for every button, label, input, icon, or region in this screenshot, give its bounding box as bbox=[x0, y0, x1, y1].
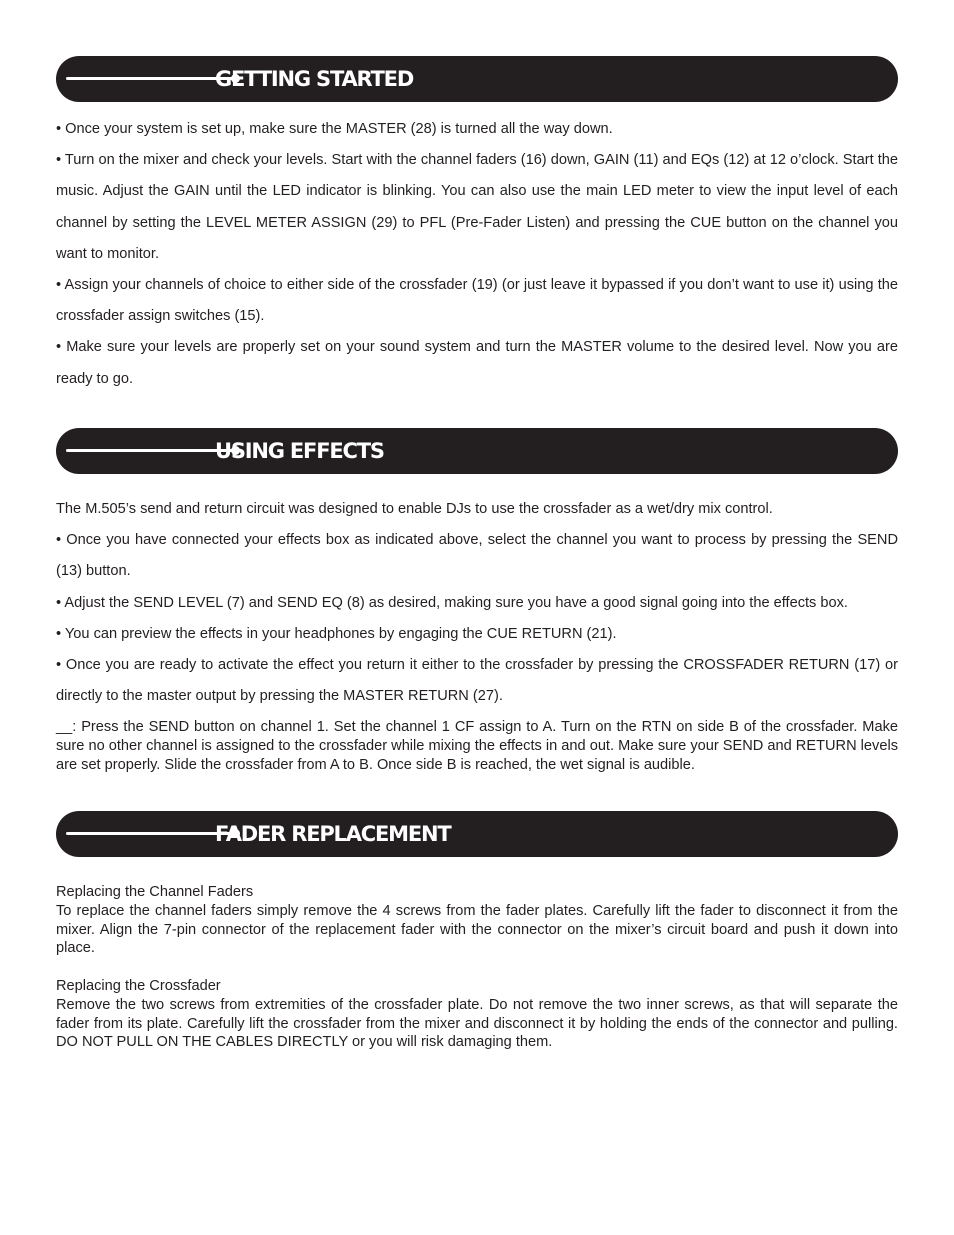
spacer bbox=[56, 958, 898, 977]
paragraph: • Once you are ready to activate the effect you return it either to the crossfader by pressing the CROSSFADER RETURN (17) or directly to the master output by pressing the MASTER RETURN (27). bbox=[56, 657, 898, 705]
fader-replacement-title: FADER REPLACEMENT bbox=[215, 822, 451, 846]
paragraph: The M.505’s send and return circuit was designed to enable DJs to use the crossfader as a wet/dry mix control. bbox=[56, 501, 773, 517]
paragraph: • Turn on the mixer and check your levels. Start with the channel faders (16) down, GAIN (11) and EQs (12) at 12 o’clock. Start the music. Adjust the GAIN until the LED indicator is blinking. You can also use the main LED meter to view the input level of each channel by setting the LEVEL METER ASSIGN (29) to PFL (Pre-Fader Listen) and pressing the CUE button on the channel you want to monitor. bbox=[56, 152, 898, 262]
banner-line-decoration bbox=[66, 832, 236, 835]
fader-replacement-banner bbox=[56, 811, 898, 857]
paragraph: • Make sure your levels are properly set on your sound system and turn the MASTER volume to the desired level. Now you are ready to go. bbox=[56, 339, 898, 387]
example-paragraph: __: Press the SEND button on channel 1. Set the channel 1 CF assign to A. Turn on the RTN on side B of the crossfader. Make sure no other channel is assigned to the crossfader while mixing the effects in and out. Make sure your SEND and RETURN levels are set properly. Slide the crossfader from A to B. Once side B is reached, the wet signal is audible. bbox=[56, 719, 898, 774]
getting-started-section bbox=[56, 114, 898, 395]
banner-line-decoration bbox=[66, 449, 236, 452]
paragraph: • Adjust the SEND LEVEL (7) and SEND EQ (8) as desired, making sure you have a good signal going into the effects box. bbox=[56, 594, 848, 611]
channel-faders-heading: Replacing the Channel Faders bbox=[56, 884, 254, 900]
paragraph: • You can preview the effects in your headphones by engaging the CUE RETURN (21). bbox=[56, 625, 617, 642]
crossfader-heading: Replacing the Crossfader bbox=[56, 977, 221, 994]
getting-started-banner bbox=[56, 56, 898, 102]
using-effects-title: USING EFFECTS bbox=[215, 439, 384, 463]
paragraph: • Once your system is set up, make sure the MASTER (28) is turned all the way down. bbox=[56, 121, 613, 137]
paragraph: • Assign your channels of choice to either side of the crossfader (19) (or just leave it bypassed if you don’t want to use it) using the crossfader assign switches (15). bbox=[56, 277, 898, 325]
banner-line-decoration bbox=[66, 77, 236, 80]
channel-faders-text: To replace the channel faders simply remove the 4 screws from the fader plates. Carefully lift the fader to disconnect it from the mixer. Align the 7-pin connector of the replacement fader with the connector on the mixer’s circuit board and push it down into place. bbox=[56, 902, 898, 957]
fader-replacement-section bbox=[56, 883, 898, 1052]
crossfader-text: Remove the two screws from extremities of the crossfader plate. Do not remove the two inner screws, as that will separate the fader from its plate. Carefully lift the crossfader from the mixer and disconnect it by holding the ends of the connector and pulling. DO NOT PULL ON THE CABLES DIRECTLY or you will risk damaging them. bbox=[56, 996, 898, 1051]
getting-started-title: GETTING STARTED bbox=[215, 67, 414, 91]
using-effects-section bbox=[56, 494, 898, 775]
using-effects-banner bbox=[56, 428, 898, 474]
paragraph: • Once you have connected your effects box as indicated above, select the channel you want to process by pressing the SEND (13) button. bbox=[56, 532, 898, 580]
